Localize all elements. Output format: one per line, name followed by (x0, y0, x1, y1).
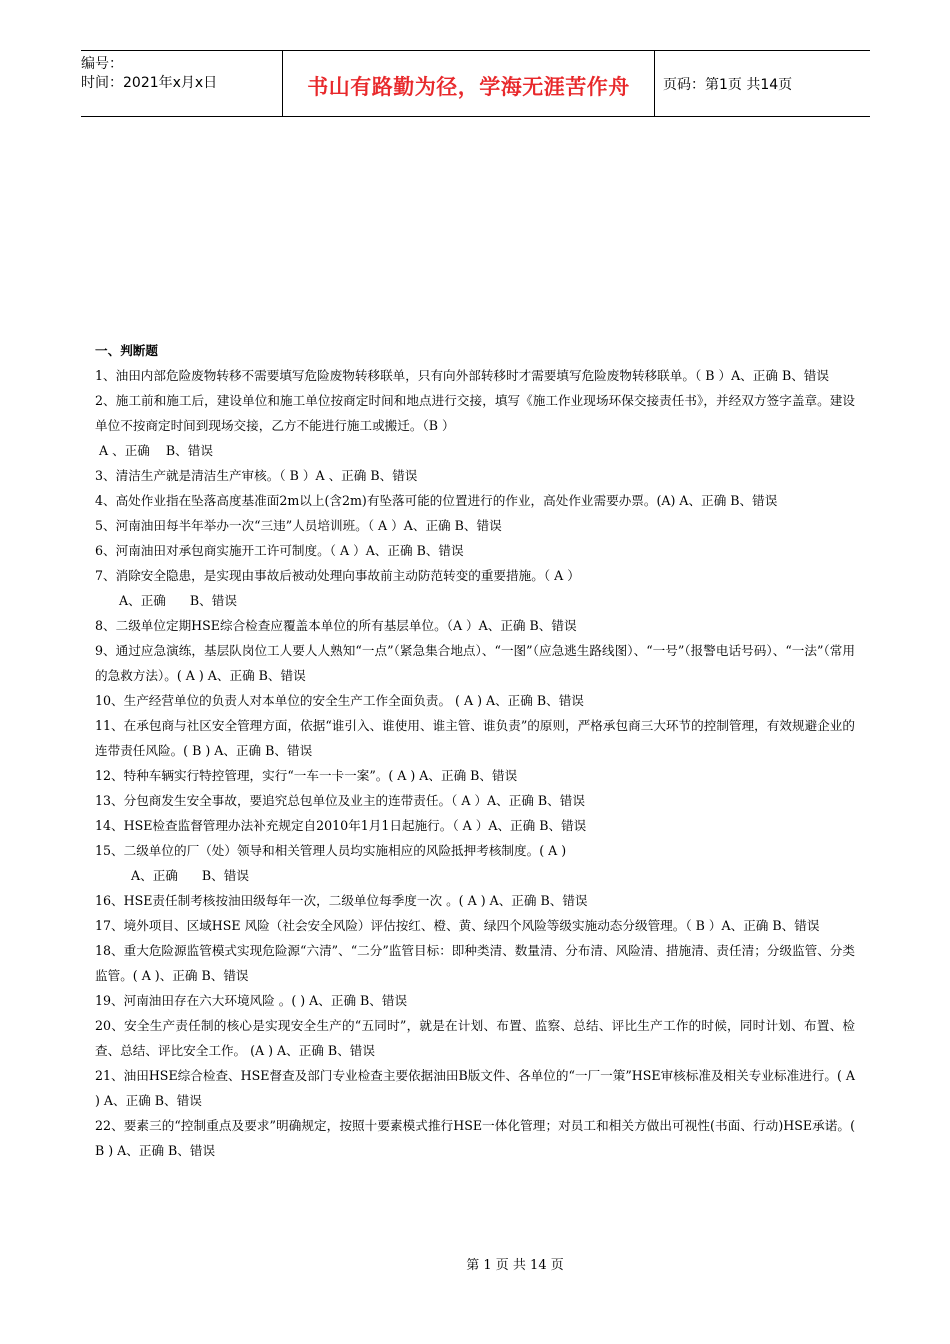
question-text: 10、生产经营单位的负责人对本单位的安全生产工作全面负责。 ( A ) A、正确 B、错误 (95, 693, 584, 708)
question-item (95, 788, 855, 813)
question-text: 14、HSE检查监督管理办法补充规定自2010年1月1日起施行。（ A ）A、正确 B、错误 (95, 818, 587, 833)
question-item (95, 388, 855, 463)
question-text: 16、HSE责任制考核按油田级每年一次，二级单位每季度一次 。( A ) A、正确 B、错误 (95, 893, 588, 908)
document-number-label: 编号： (81, 56, 123, 72)
header-page-info-cell (655, 51, 870, 116)
question-text: 5、河南油田每半年举办一次“三违”人员培训班。（ A ）A、正确 B、错误 (95, 518, 502, 533)
question-item (95, 363, 855, 388)
question-text: 7、消除安全隐患，是实现由事故后被动处理向事故前主动防范转变的重要措施。（ A ） (95, 568, 580, 583)
question-options: A、正确 B、错误 (95, 868, 249, 883)
header-motto-cell (282, 51, 655, 116)
question-item (95, 613, 855, 638)
question-item (95, 813, 855, 838)
question-text: 3、清洁生产就是清洁生产审核。（ B ）A 、正确 B、错误 (95, 468, 418, 483)
question-item (95, 913, 855, 938)
document-body (95, 338, 855, 1163)
question-list (95, 363, 855, 1163)
question-text: 12、特种车辆实行特控管理，实行“一车一卡一案”。( A ) A、正确 B、错误 (95, 768, 518, 783)
question-item (95, 838, 855, 888)
question-text: 15、二级单位的厂（处）领导和相关管理人员均实施相应的风险抵押考核制度。( A ) (95, 843, 567, 858)
question-text: 2、施工前和施工后，建设单位和施工单位按商定时间和地点进行交接，填写《施工作业现场环保交接责任书》，并经双方签字盖章。建设单位不按商定时间到现场交接，乙方不能进行施工或搬迁。（B ） (95, 393, 855, 433)
question-item (95, 713, 855, 763)
question-item (95, 763, 855, 788)
header-meta (81, 51, 282, 116)
question-item (95, 638, 855, 688)
question-item (95, 538, 855, 563)
question-item (95, 988, 855, 1013)
header-page-info: 页码：第1页 共14页 (663, 76, 793, 93)
question-text: 8、二级单位定期HSE综合检查应覆盖本单位的所有基层单位。（A ）A、正确 B、错误 (95, 618, 577, 633)
question-options: A 、正确 B、错误 (95, 443, 213, 458)
question-item (95, 463, 855, 488)
question-item (95, 513, 855, 538)
question-item (95, 888, 855, 913)
question-text: 21、油田HSE综合检查、HSE督查及部门专业检查主要依据油田B版文件、各单位的“一厂一策”HSE审核标准及相关专业标准进行。( A ) A、正确 B、错误 (95, 1068, 855, 1108)
question-text: 22、要素三的“控制重点及要求”明确规定，按照十要素模式推行HSE一体化管理；对员工和相关方做出可视性(书面、行动)HSE承诺。( B ) A、正确 B、错误 (95, 1118, 855, 1158)
question-item (95, 1013, 855, 1063)
question-text: 4、高处作业指在坠落高度基准面2m以上(含2m)有坠落可能的位置进行的作业，高处作业需要办票。(A) A、正确 B、错误 (95, 493, 778, 508)
question-text: 13、分包商发生安全事故，要追究总包单位及业主的连带责任。（ A ）A、正确 B、错误 (95, 793, 585, 808)
question-item (95, 563, 855, 613)
question-text: 20、安全生产责任制的核心是实现安全生产的“五同时”，就是在计划、布置、监察、总结、评比生产工作的时候，同时计划、布置、检查、总结、评比安全工作。 (A ) A、正确 B、错误 (95, 1018, 855, 1058)
question-text: 6、河南油田对承包商实施开工许可制度。（ A ）A、正确 B、错误 (95, 543, 464, 558)
question-options: A、正确 B、错误 (95, 593, 237, 608)
question-item (95, 488, 855, 513)
page-footer: 第 1 页 共 14 页 (466, 1258, 564, 1273)
page-header (81, 50, 870, 117)
question-item (95, 688, 855, 713)
section-title: 一、判断题 (95, 343, 158, 358)
question-item (95, 938, 855, 988)
question-item (95, 1063, 855, 1113)
question-item (95, 1113, 855, 1163)
question-text: 9、通过应急演练，基层队岗位工人要人人熟知“一点”（紧急集合地点）、“一图”（应急逃生路线图）、“一号”（报警电话号码）、“一法”（常用的急救方法）。( A ) A、正确 B、错误 (95, 643, 855, 683)
document-date-label: 时间：2021年x月x日 (81, 75, 218, 91)
question-text: 17、境外项目、区域HSE 风险（社会安全风险）评估按红、橙、黄、绿四个风险等级实施动态分级管理。（ B ）A、正确 B、错误 (95, 918, 820, 933)
question-text: 19、河南油田存在六大环境风险 。( ) A、正确 B、错误 (95, 993, 408, 1008)
question-text: 1、油田内部危险废物转移不需要填写危险废物转移联单，只有向外部转移时才需要填写危险废物转移联单。（ B ）A、正确 B、错误 (95, 368, 829, 383)
header-motto: 书山有路勤为径，学海无涯苦作舟 (307, 74, 630, 99)
question-text: 18、重大危险源监管模式实现危险源“六清”、“二分”监管目标：即种类清、数量清、分布清、风险清、措施清、责任清；分级监管、分类监管。( A )、正确 B、错误 (95, 943, 855, 983)
question-text: 11、在承包商与社区安全管理方面，依据“谁引入、谁使用、谁主管、谁负责”的原则，严格承包商三大环节的控制管理，有效规避企业的连带责任风险。( B ) A、正确 B、错误 (95, 718, 855, 758)
